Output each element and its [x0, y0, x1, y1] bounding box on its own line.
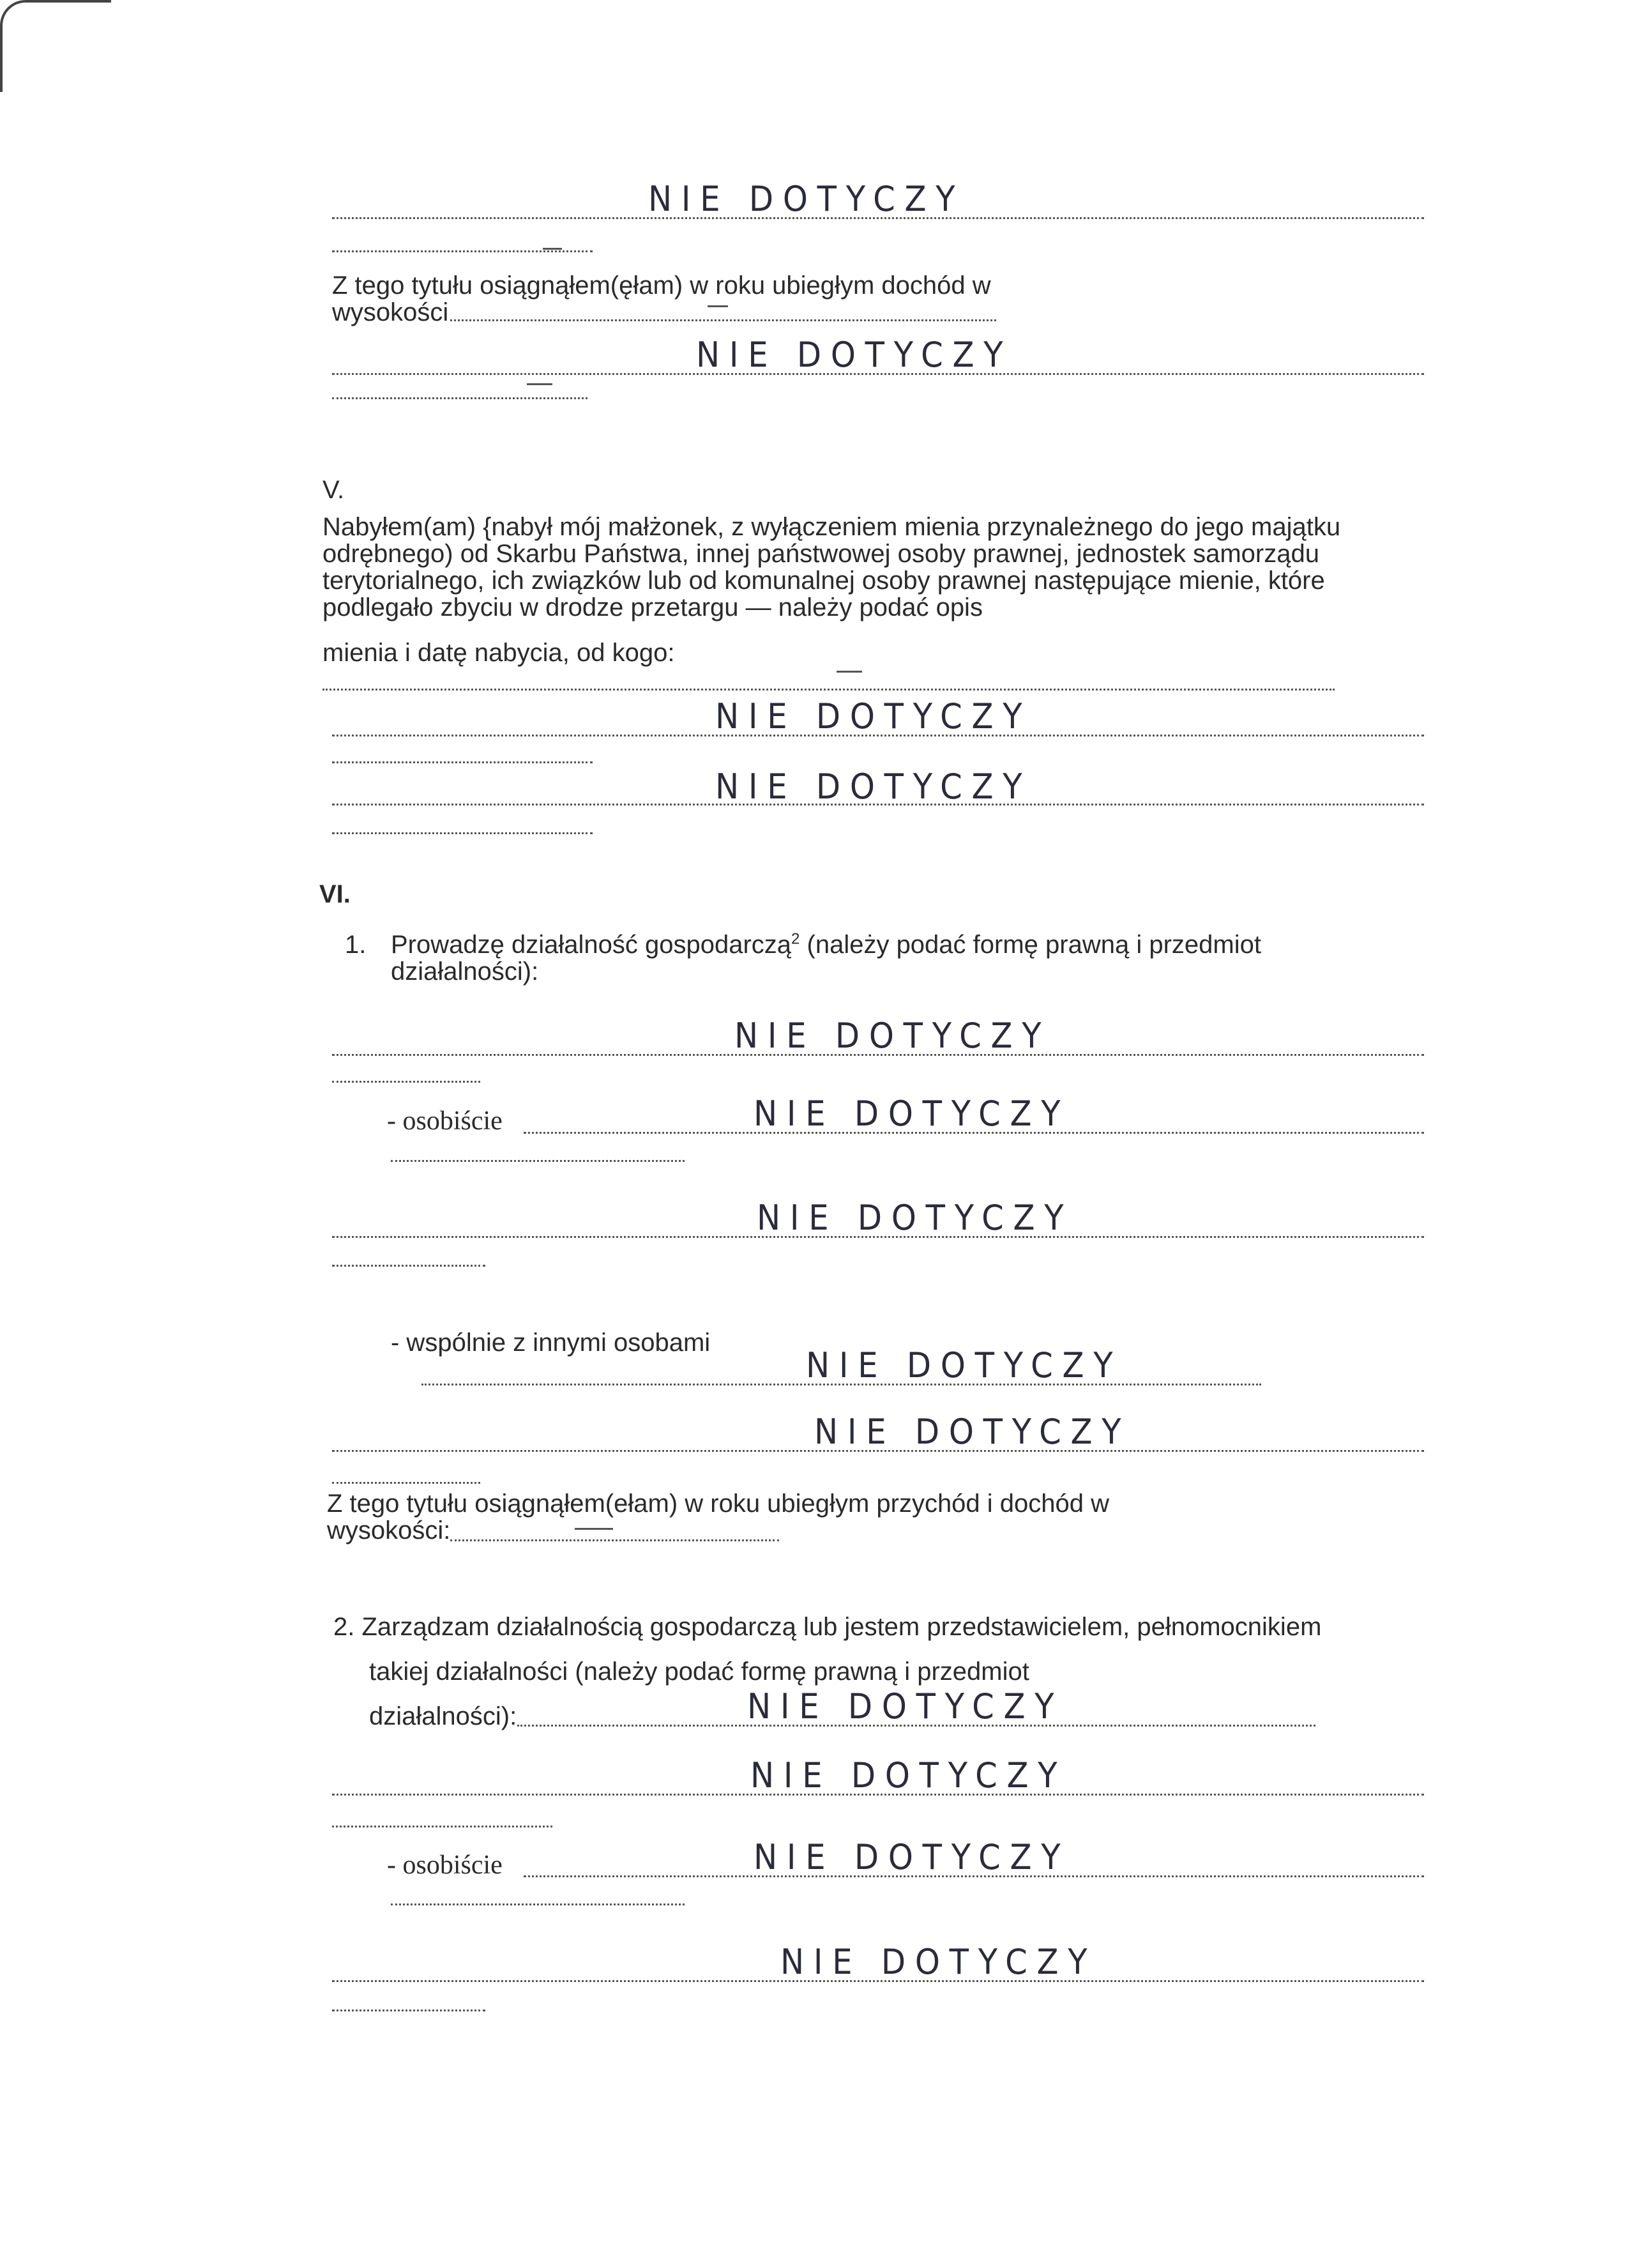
section-vi-numeral: VI. — [319, 880, 351, 908]
pen-dash — [837, 671, 862, 673]
item-1-text-a: Prowadzę działalność gospodarczą — [391, 931, 792, 959]
dotted-line — [332, 397, 587, 399]
handwritten-answer: NIE DOTYCZY — [648, 179, 965, 219]
amount-label-2: wysokości: — [327, 1516, 451, 1545]
section-v-line-3: terytorialnego, ich związków lub od komunalnej osoby prawnej następujące mienie, które — [322, 567, 1325, 595]
personally-label-2: - osobiście — [387, 1850, 503, 1880]
pen-dash — [575, 1528, 613, 1530]
dotted-line — [332, 761, 593, 763]
dotted-line — [391, 1903, 685, 1905]
handwritten-answer: NIE DOTYCZY — [696, 335, 1013, 375]
pen-dash — [543, 248, 562, 250]
item-1-number: 1. — [345, 931, 367, 959]
dotted-line — [332, 1081, 480, 1083]
handwritten-answer: NIE DOTYCZY — [757, 1198, 1073, 1238]
amount-label: wysokości — [332, 298, 449, 326]
handwritten-answer: NIE DOTYCZY — [734, 1016, 1051, 1056]
income-statement: Z tego tytułu osiągnąłem(ęłam) w roku ubiegłym dochód w — [332, 271, 991, 300]
handwritten-answer: NIE DOTYCZY — [814, 1412, 1131, 1452]
personally-label: - osobiście — [387, 1106, 503, 1136]
dotted-line — [322, 689, 1335, 690]
section-v-line-2: odrębnego) od Skarbu Państwa, innej państwowej osoby prawnej, jednostek samorządu — [322, 540, 1319, 568]
income-statement-2: Z tego tytułu osiągnąłem(ełam) w roku ubiegłym przychód i dochód w — [327, 1490, 1110, 1518]
dotted-line — [332, 1265, 485, 1267]
amount-dotted-line — [450, 319, 996, 321]
section-v-line-5: mienia i datę nabycia, od kogo: — [322, 639, 675, 667]
dotted-line — [332, 1482, 480, 1484]
handwritten-answer: NIE DOTYCZY — [754, 1837, 1070, 1877]
handwritten-answer: NIE DOTYCZY — [715, 767, 1032, 807]
dotted-line — [332, 832, 593, 834]
item-2-line-1: 2. Zarządzam działalnością gospodarczą lub jestem przedstawicielem, pełnomocnikiem — [333, 1613, 1322, 1641]
handwritten-answer: NIE DOTYCZY — [747, 1686, 1064, 1727]
dotted-line — [391, 1160, 685, 1162]
amount-dotted-line — [450, 1539, 779, 1541]
item-2-line-3: działalności): — [369, 1702, 517, 1730]
dotted-line — [332, 2010, 485, 2011]
handwritten-answer: NIE DOTYCZY — [715, 696, 1032, 736]
item-1-text-b: (należy podać formę prawną i przedmiot — [799, 931, 1261, 959]
dotted-line — [332, 1826, 552, 1827]
pen-dash — [527, 383, 552, 385]
handwritten-answer: NIE DOTYCZY — [754, 1094, 1070, 1134]
item-2-line-2: takiej działalności (należy podać formę prawną i przedmiot — [369, 1658, 1029, 1686]
pen-dash — [708, 305, 728, 307]
item-1-text — [391, 931, 1261, 959]
scan-edge-artifact — [0, 0, 111, 92]
section-v-line-4: podlegało zbyciu w drodze przetargu — należy podać opis — [322, 593, 983, 622]
section-v-line-1: Nabyłem(am) {nabył mój małżonek, z wyłączeniem mienia przynależnego do jego majątku — [322, 513, 1341, 541]
footnote-ref: 2 — [791, 930, 800, 948]
handwritten-answer: NIE DOTYCZY — [806, 1345, 1123, 1385]
section-v-numeral: V. — [322, 476, 345, 504]
dotted-line — [332, 250, 593, 252]
item-1-text-c: działalności): — [391, 957, 539, 986]
handwritten-answer: NIE DOTYCZY — [780, 1942, 1097, 1982]
handwritten-answer: NIE DOTYCZY — [750, 1755, 1067, 1796]
jointly-label: - wspólnie z innymi osobami — [391, 1329, 711, 1357]
